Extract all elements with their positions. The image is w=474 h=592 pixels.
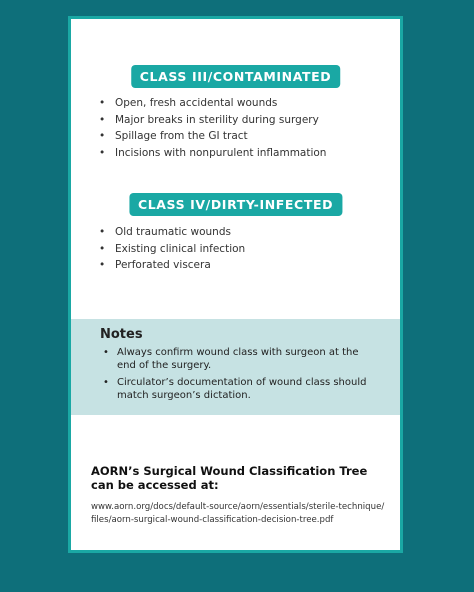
list-item: • Major breaks in sterility during surgery <box>99 112 326 129</box>
list-item: • Old traumatic wounds <box>99 224 245 241</box>
url-line-1: www.aorn.org/docs/default-source/aorn/essentials/sterile-technique/ <box>91 502 385 512</box>
notes-title: Notes <box>100 327 143 342</box>
list-item: • Existing clinical infection <box>99 241 245 258</box>
list-item: • Spillage from the GI tract <box>99 128 326 145</box>
class-iii-badge: CLASS III/CONTAMINATED <box>131 65 341 88</box>
list-item: • Perforated viscera <box>99 257 245 274</box>
aorn-heading: AORN’s Surgical Wound Classification Tree can be accessed at: <box>91 464 368 492</box>
list-item: • Circulator’s documentation of wound class should match surgeon’s dictation. <box>103 377 373 402</box>
list-item: • Open, fresh accidental wounds <box>99 95 326 112</box>
class-iii-list <box>99 95 326 161</box>
list-item: • Incisions with nonpurulent inflammation <box>99 145 326 162</box>
class-iv-badge: CLASS IV/DIRTY-INFECTED <box>129 193 342 216</box>
info-card <box>68 16 403 553</box>
url-line-2: files/aorn-surgical-wound-classification-decision-tree.pdf <box>91 515 334 525</box>
notes-panel <box>71 319 400 415</box>
list-item: • Always confirm wound class with surgeon at the end of the surgery. <box>103 347 373 372</box>
class-iv-list <box>99 224 245 274</box>
notes-list <box>103 347 373 407</box>
aorn-url[interactable] <box>91 501 391 527</box>
